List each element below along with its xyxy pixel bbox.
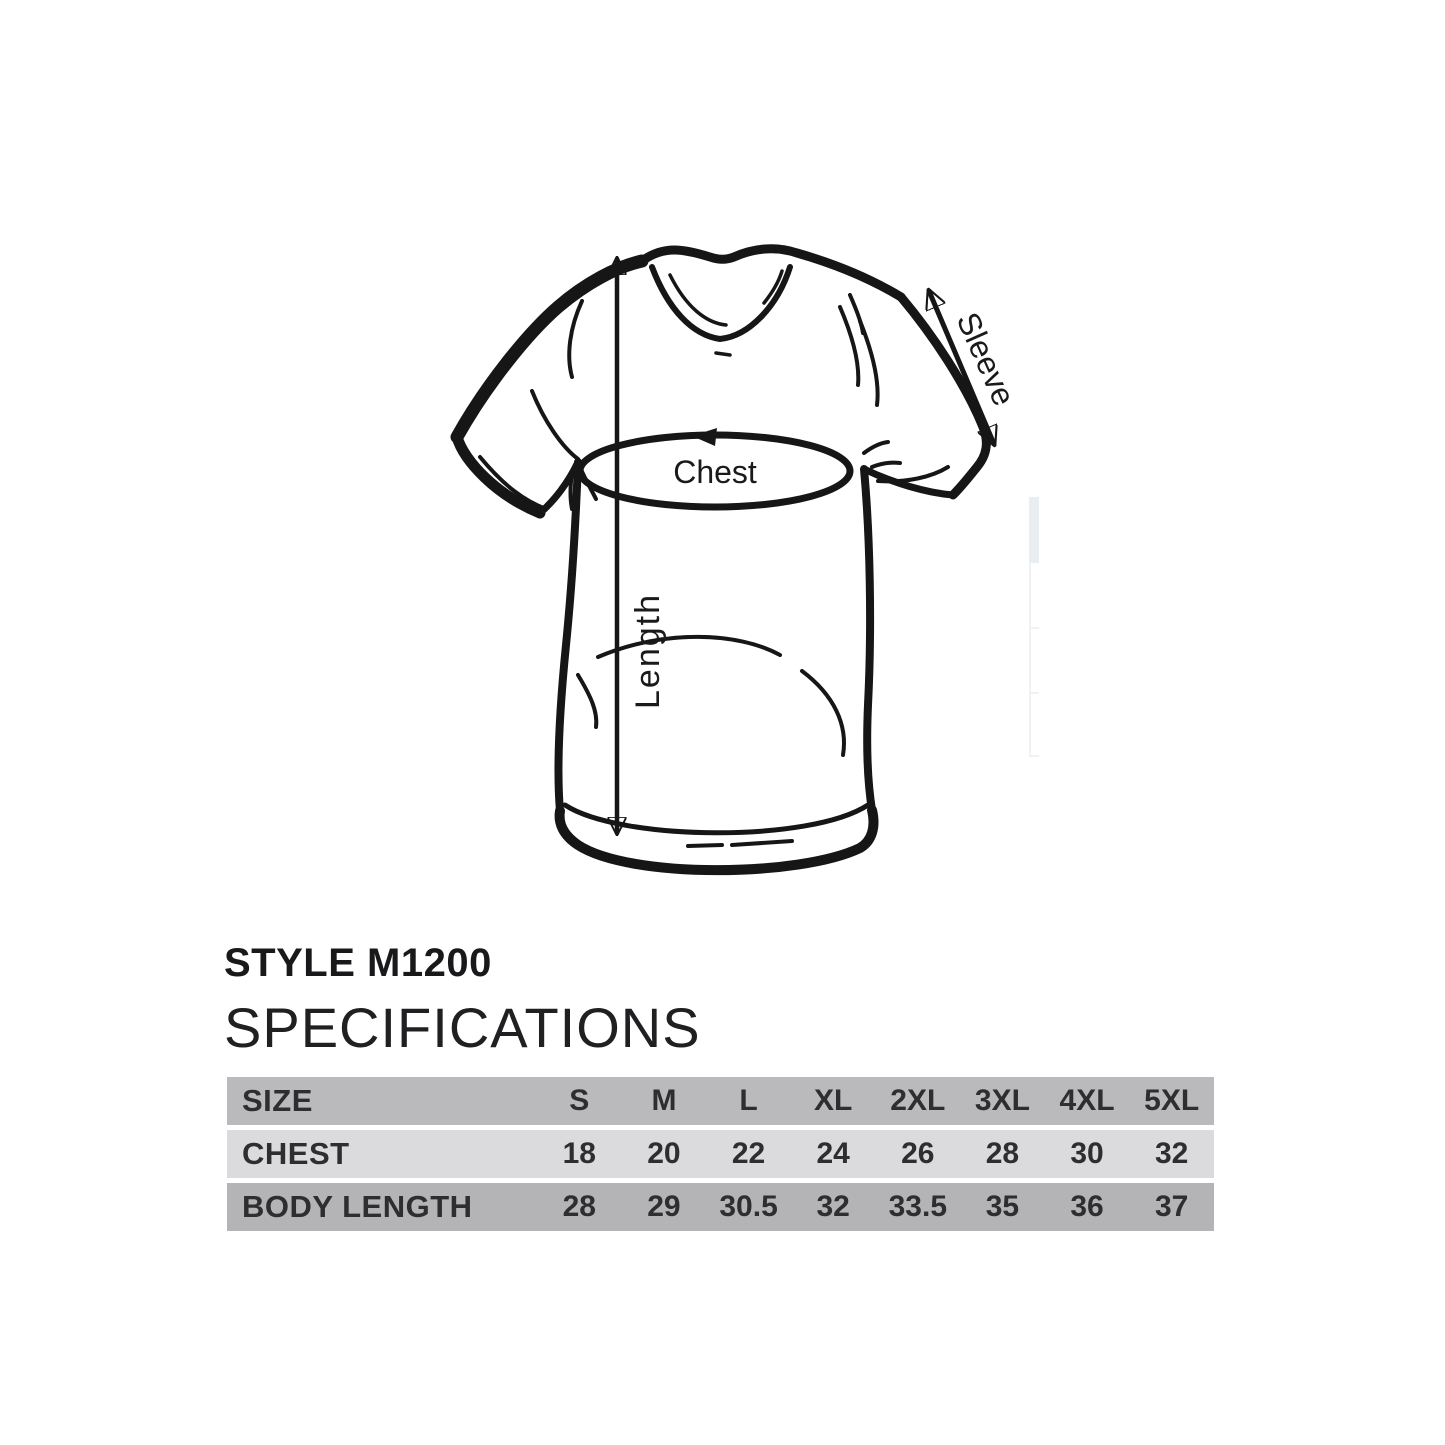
style-label: STYLE M1200 — [224, 941, 492, 985]
size-col-m: M — [651, 1084, 677, 1117]
scrollbar-thumb-artifact — [1029, 497, 1039, 563]
size-col-4xl: 4XL — [1059, 1084, 1115, 1117]
scrollbar-track-artifact — [1029, 563, 1031, 757]
sleeve-label: Sleeve — [949, 306, 1023, 412]
chest-arrowhead-icon — [692, 428, 717, 446]
body-length-value-5xl: 37 — [1155, 1190, 1189, 1223]
row-label-body-length: BODY LENGTH — [242, 1189, 473, 1224]
size-col-l: L — [739, 1084, 758, 1117]
scrollbar-tick — [1029, 755, 1039, 757]
specifications-title: SPECIFICATIONS — [224, 996, 701, 1059]
scrollbar-tick — [1029, 627, 1039, 629]
chest-value-3xl: 28 — [985, 1137, 1020, 1170]
body-length-value-l: 30.5 — [719, 1190, 778, 1223]
body-length-value-xl: 32 — [816, 1190, 850, 1223]
body-length-value-3xl: 35 — [985, 1190, 1020, 1223]
spec-row-chest — [227, 1130, 1214, 1178]
body-length-value-4xl: 36 — [1070, 1190, 1104, 1223]
scrollbar-artifact — [1029, 497, 1041, 757]
size-col-3xl: 3XL — [974, 1084, 1030, 1117]
chest-value-xl: 24 — [816, 1137, 850, 1170]
length-label: Length — [629, 593, 667, 709]
collar-detail — [652, 267, 790, 355]
size-col-2xl: 2XL — [890, 1084, 946, 1117]
row-label-chest: CHEST — [242, 1136, 350, 1171]
chest-value-s: 18 — [562, 1137, 596, 1170]
fabric-folds — [480, 295, 948, 846]
row-label-size: SIZE — [242, 1083, 313, 1118]
chest-value-l: 22 — [731, 1137, 766, 1170]
size-col-5xl: 5XL — [1144, 1084, 1200, 1117]
spec-row-size — [227, 1077, 1214, 1125]
spec-table — [227, 1077, 1214, 1236]
scrollbar-tick — [1029, 692, 1039, 694]
body-length-value-m: 29 — [647, 1190, 681, 1223]
chest-value-4xl: 30 — [1070, 1137, 1104, 1170]
chest-value-m: 20 — [647, 1137, 681, 1170]
size-col-s: S — [569, 1084, 590, 1117]
spec-row-body-length — [227, 1183, 1214, 1231]
chest-measure — [580, 428, 850, 507]
body-length-value-2xl: 33.5 — [888, 1190, 947, 1223]
chest-value-5xl: 32 — [1155, 1137, 1189, 1170]
tshirt-diagram — [420, 205, 1060, 905]
body-length-value-s: 28 — [562, 1190, 596, 1223]
length-measure — [617, 259, 667, 833]
chest-value-2xl: 26 — [901, 1137, 935, 1170]
chest-label: Chest — [673, 454, 757, 490]
size-col-xl: XL — [814, 1084, 853, 1117]
tshirt-outline — [457, 249, 986, 870]
